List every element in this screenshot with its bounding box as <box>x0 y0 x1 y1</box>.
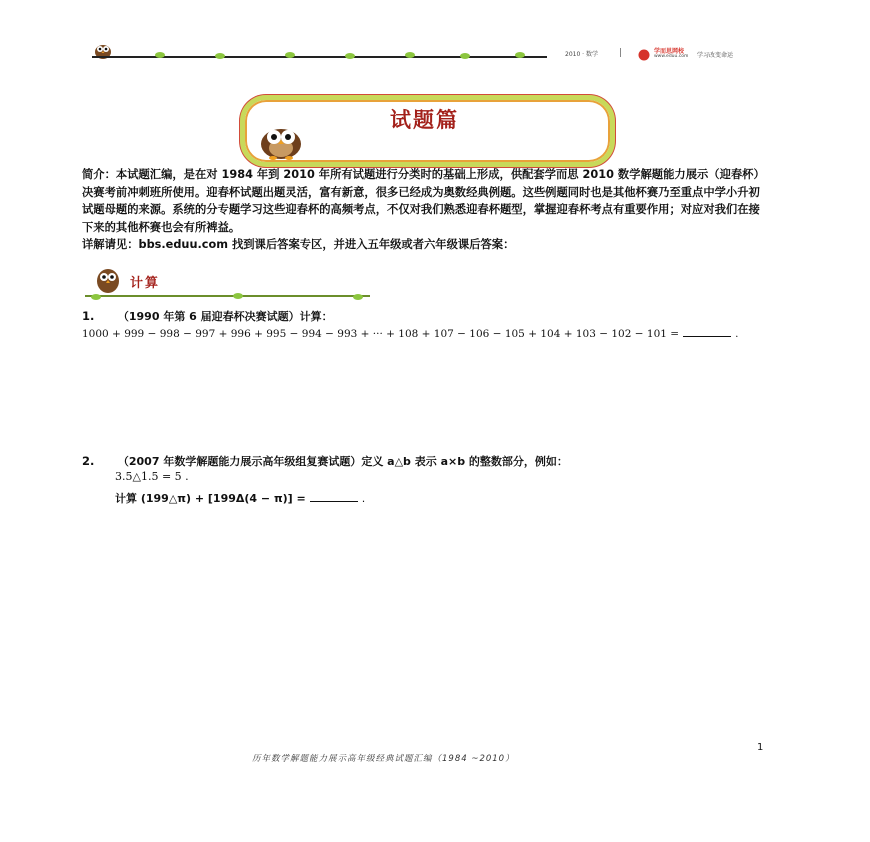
brand-slogan: 学习改变命运 <box>697 52 734 59</box>
intro-details: 详解请见：bbs.eduu.com 找到课后答案专区，并进入五年级或者六年级课后答案： <box>82 238 515 252</box>
question-1-tail: . <box>735 328 739 340</box>
question-2-number: 2. <box>82 454 95 468</box>
intro-paragraph: 简介：本试题汇编，是在对 1984 年到 2010 年所有试题进行分类时的基础上形成，供配套学而思 2010 数学解题能力展示（迎春杯）决赛考前冲刺班所使用。迎春杯试题出题灵活，富有新意，很多已经成为奥数经典例题。这些例题同时也是其他杯赛乃至重点中学小升初试题母题的来源。系统的分专题学习这些迎春杯的高频考点，不仅对我们熟悉迎春杯题型，掌握迎春杯考点有重要作用；对应对我们在接下来的其他杯赛也会有所裨益。 <box>82 168 765 234</box>
question-2-answer-blank[interactable] <box>310 501 358 502</box>
intro-block <box>82 166 767 254</box>
question-2-source: （2007 年数学解题能力展示高年级组复赛试题）定义 a△b 表示 a×b 的整数部分，例如： <box>117 455 568 468</box>
question-1-number: 1. <box>82 309 95 323</box>
page-number: 1 <box>757 742 764 753</box>
question-2-header <box>82 453 568 469</box>
question-2-example: 3.5△1.5 = 5 . <box>115 470 189 483</box>
brand-logo-icon <box>637 46 651 65</box>
header-divider <box>620 48 621 57</box>
section-heading: 计算 <box>130 276 161 291</box>
brand-url: www.eduu.com <box>654 54 689 59</box>
question-1-expression: 1000 + 999 − 998 − 997 + 996 + 995 − 994 − 993 + ··· + 108 + 107 − 106 − 105 + 104 + 103 − 102 − 101 = <box>82 328 680 340</box>
question-1-source: （1990 年第 6 届迎春杯决赛试题）计算： <box>117 310 333 323</box>
question-2-compute: 计算 (199△π) + [199Δ(4 − π)] = <box>115 492 306 505</box>
page-title: 试题篇 <box>390 108 459 132</box>
header-leaves <box>150 47 550 66</box>
question-1-header <box>82 308 333 324</box>
question-2-tail: . <box>361 492 366 505</box>
question-1-expression-line <box>82 328 738 340</box>
header-owl-logo <box>92 40 114 64</box>
brand-name: 学而思网校 <box>654 48 685 55</box>
footer-text: 历年数学解题能力展示高年级经典试题汇编（1984 ~2010） <box>252 754 515 764</box>
question-1-answer-blank[interactable] <box>683 336 731 337</box>
question-2-compute-line <box>115 490 365 506</box>
title-owl-icon <box>255 118 307 164</box>
header-year: 2010 · 数学 <box>565 51 598 58</box>
